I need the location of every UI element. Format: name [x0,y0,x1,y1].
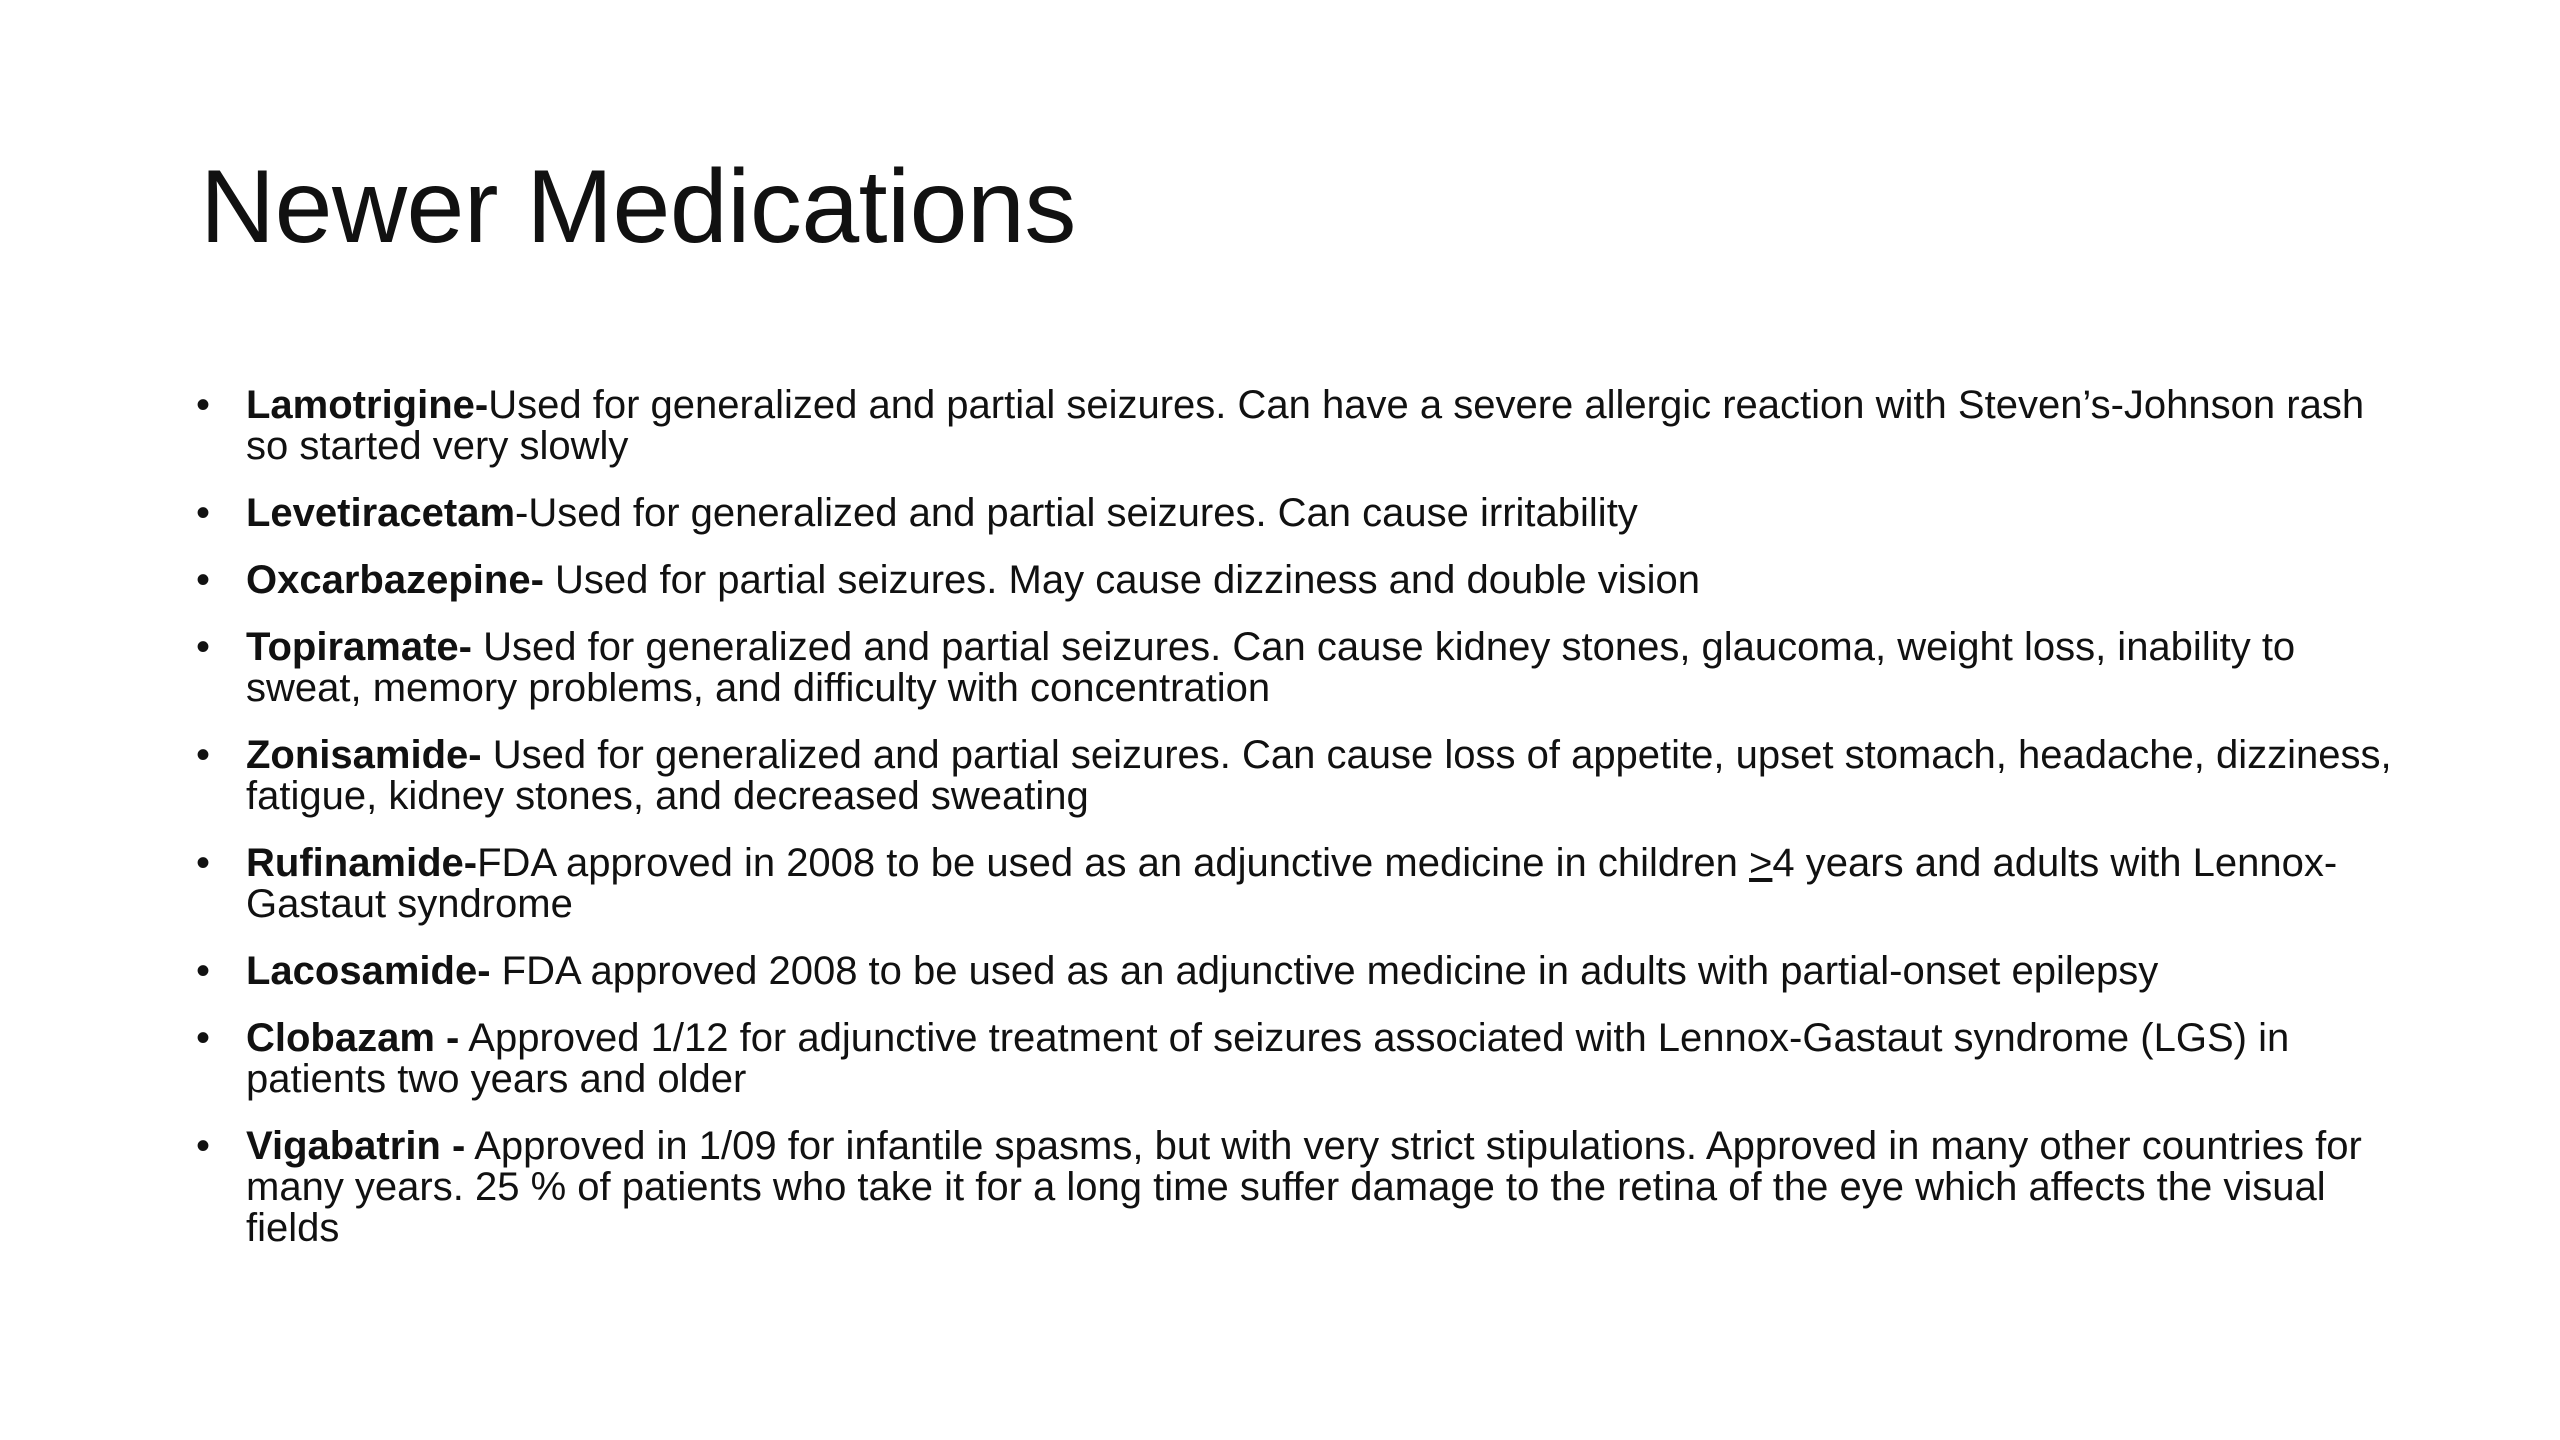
drug-description: Used for generalized and partial seizures. Can cause kidney stones, glaucoma, weight loss, inability to sweat, memory problems, and difficulty with concentration [246,625,2296,710]
list-item-vigabatrin [196,1124,2400,1250]
bullet-list [196,383,2400,1275]
drug-name: Lamotrigine- [246,383,489,427]
list-item-lamotrigine [196,383,2400,468]
drug-name: Zonisamide- [246,733,482,777]
list-item-levetiracetam [196,491,2400,535]
drug-name: Topiramate- [246,625,472,669]
bullet-icon: • [196,1124,211,1168]
drug-description: Used for generalized and partial seizures. Can cause loss of appetite, upset stomach, headache, dizziness, fatigue, kidney stones, and decreased sweating [246,733,2392,818]
drug-description: Used for partial seizures. May cause dizziness and double vision [543,558,1701,602]
bullet-icon: • [196,625,211,669]
bullet-icon: • [196,1016,211,1060]
drug-description-continued: 4 years and adults with Lennox-Gastaut syndrome [246,841,2338,926]
drug-description: Approved 1/12 for adjunctive treatment of seizures associated with Lennox-Gastaut syndrome (LGS) in patients two years and older [246,1016,2290,1101]
drug-name: Levetiracetam [246,491,516,535]
drug-name: Clobazam - [246,1016,460,1060]
slide-title: Newer Medications [200,149,1076,265]
bullet-icon: • [196,841,211,885]
list-item-lacosamide [196,949,2400,993]
drug-description: Used for generalized and partial seizures. Can have a severe allergic reaction with Steven’s-Johnson rash so started very slowly [246,383,2365,468]
list-item-zonisamide [196,733,2400,818]
drug-description: -Used for generalized and partial seizures. Can cause irritability [515,491,1638,535]
drug-name: Vigabatrin - [246,1124,466,1168]
greater-or-equal-symbol: > [1749,841,1773,885]
drug-name: Lacosamide- [246,949,491,993]
drug-name: Oxcarbazepine- [246,558,544,602]
drug-description: FDA approved 2008 to be used as an adjunctive medicine in adults with partial-onset epilepsy [490,949,2159,993]
bullet-icon: • [196,383,211,427]
bullet-icon: • [196,558,211,602]
list-item-topiramate [196,625,2400,710]
list-item-oxcarbazepine [196,558,2400,602]
drug-description: Approved in 1/09 for infantile spasms, but with very strict stipulations. Approved in many other countries for many years. 25 % of patients who take it for a long time suffer damage to the retina of the eye which affects the visual fields [246,1124,2362,1250]
bullet-icon: • [196,949,211,993]
drug-description: FDA approved in 2008 to be used as an adjunctive medicine in children [477,841,1750,885]
list-item-rufinamide [196,841,2400,926]
list-item-clobazam [196,1016,2400,1101]
bullet-icon: • [196,733,211,777]
bullet-icon: • [196,491,211,535]
drug-name: Rufinamide- [246,841,478,885]
